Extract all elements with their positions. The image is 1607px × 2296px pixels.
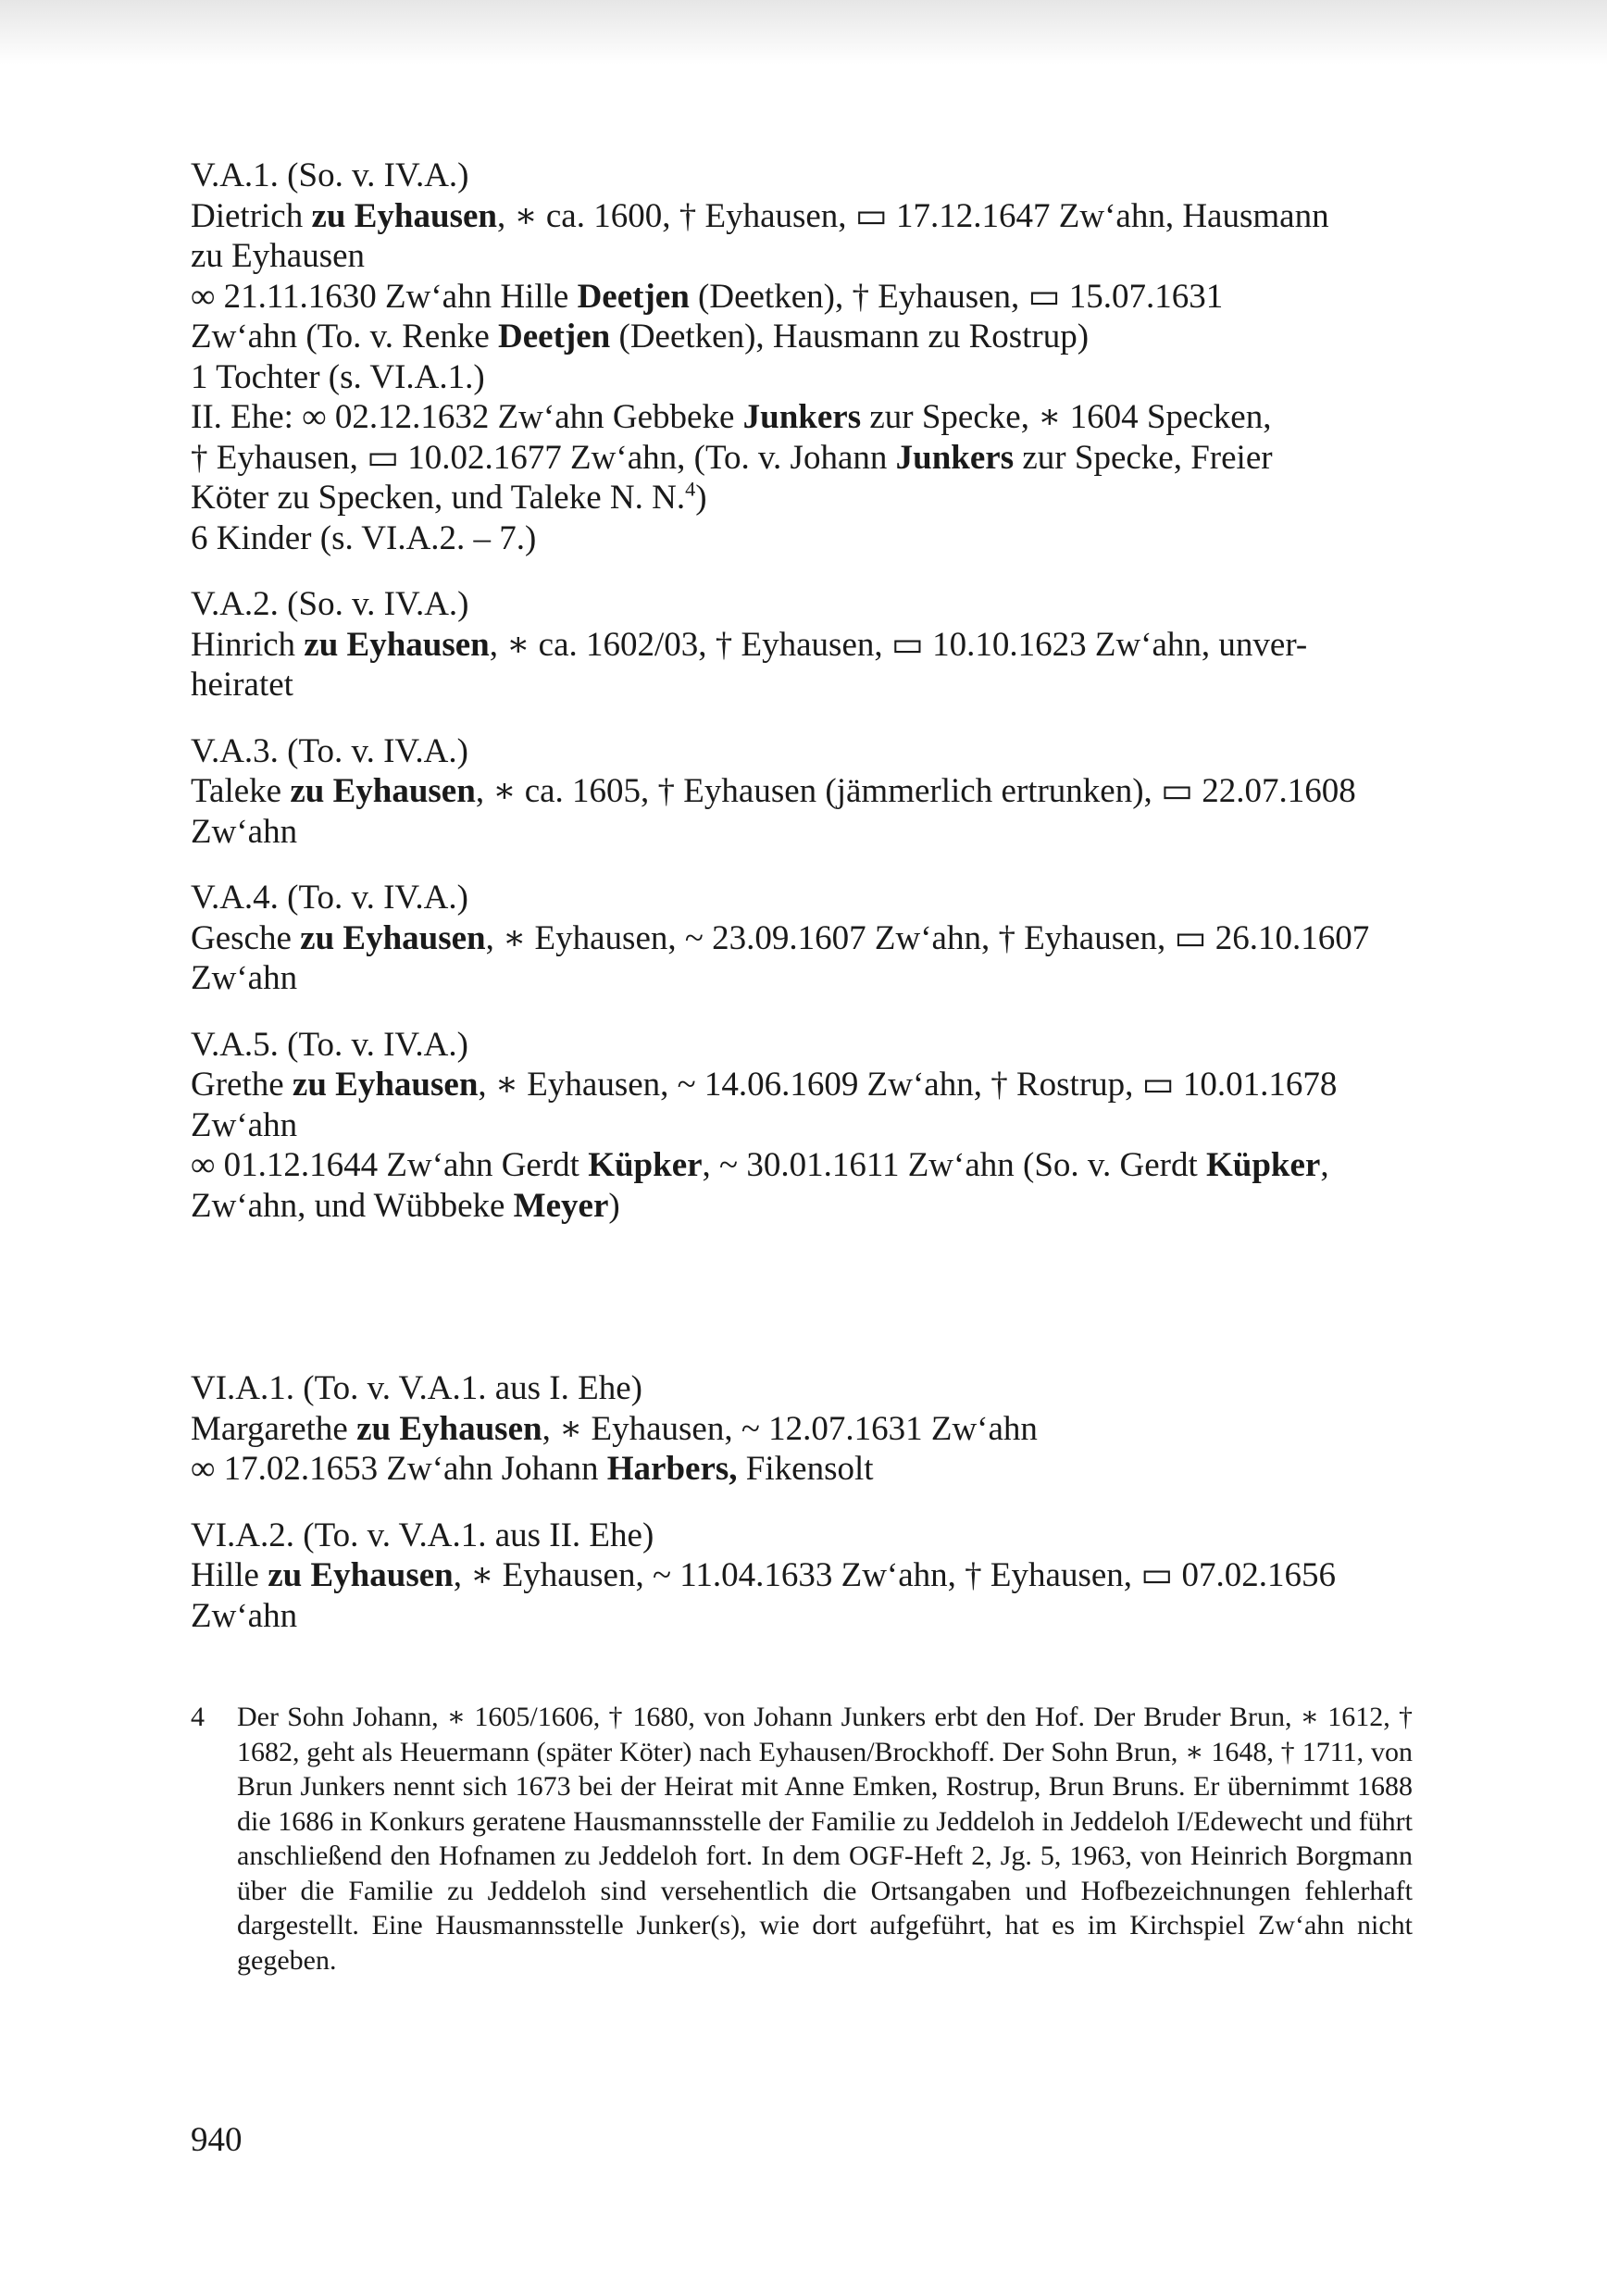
entry-text: , ∗ ca. 1602/03, † Eyhausen, ▭ 10.10.1623 Zw‘ahn, unver-	[489, 625, 1308, 664]
entry-reference: V.A.2. (So. v. IV.A.)	[191, 585, 469, 623]
entry-reference: VI.A.2. (To. v. V.A.1. aus II. Ehe)	[191, 1516, 654, 1554]
family-name: zu Eyhausen	[268, 1556, 454, 1594]
entry-text: , ~ 30.01.1611 Zw‘ahn (So. v. Gerdt	[702, 1146, 1206, 1184]
entry-reference: V.A.3. (To. v. IV.A.)	[191, 731, 468, 770]
entry-text: Zw‘ahn	[191, 1596, 298, 1635]
entry-line	[191, 196, 1413, 237]
family-name: zu Eyhausen	[311, 196, 497, 235]
genealogy-entry	[191, 156, 1413, 558]
entry-line	[191, 438, 1413, 479]
entry-line	[191, 771, 1413, 812]
entry-line	[191, 518, 1413, 559]
entry-reference: V.A.5. (To. v. IV.A.)	[191, 1025, 468, 1064]
entry-line	[191, 397, 1413, 438]
entry-text: ∞ 21.11.1630 Zw‘ahn Hille	[191, 277, 578, 316]
entry-line	[191, 1596, 1413, 1637]
footnote	[191, 1700, 1413, 1978]
entry-text: ∞ 17.02.1653 Zw‘ahn Johann	[191, 1450, 607, 1488]
entry-text: 1 Tochter (s. VI.A.1.)	[191, 357, 485, 396]
entry-text: Fikensolt	[737, 1450, 874, 1488]
family-name: zu Eyhausen	[300, 918, 486, 957]
entry-text: heiratet	[191, 666, 293, 704]
entry-text: Hille	[191, 1556, 268, 1594]
entry-text: zu Eyhausen	[191, 237, 366, 275]
page-number: 940	[191, 2121, 243, 2159]
entry-line	[191, 625, 1413, 666]
family-name: Meyer	[513, 1186, 609, 1225]
entry-line	[191, 277, 1413, 318]
entry-text: zur Specke, Freier	[1014, 438, 1273, 477]
genealogy-entry	[191, 731, 1413, 853]
entry-reference: V.A.4. (To. v. IV.A.)	[191, 879, 468, 917]
entry-line	[191, 1186, 1413, 1227]
footnote-marker: 4	[685, 477, 696, 501]
entry-text: II. Ehe: ∞ 02.12.1632 Zw‘ahn Gebbeke	[191, 398, 743, 436]
entry-line	[191, 357, 1413, 398]
entry-line	[191, 317, 1413, 357]
family-name: Junkers	[742, 398, 862, 436]
entry-text: ∞ 01.12.1644 Zw‘ahn Gerdt	[191, 1146, 589, 1184]
entry-text: , ∗ Eyhausen, ~ 14.06.1609 Zw‘ahn, † Rostrup, ▭ 10.01.1678	[478, 1066, 1338, 1104]
genealogy-entry	[191, 1368, 1413, 1490]
entry-line	[191, 1065, 1413, 1105]
entry-line	[191, 1555, 1413, 1596]
family-name: Küpker	[588, 1146, 703, 1184]
genealogy-entry	[191, 584, 1413, 705]
entry-text: )	[695, 479, 707, 517]
entry-line	[191, 958, 1413, 999]
entry-text: Zw‘ahn (To. v. Renke	[191, 318, 499, 356]
entry-reference: VI.A.1. (To. v. V.A.1. aus I. Ehe)	[191, 1369, 642, 1407]
entry-text: Zw‘ahn, und Wübbeke	[191, 1186, 514, 1225]
family-name: Deetjen	[577, 277, 690, 316]
entry-text: ,	[1320, 1146, 1329, 1184]
entry-text: Margarethe	[191, 1409, 357, 1448]
entry-text: , ∗ ca. 1600, † Eyhausen, ▭ 17.12.1647 Zw‘ahn, Hausmann	[496, 196, 1329, 235]
entry-text: , ∗ Eyhausen, ~ 12.07.1631 Zw‘ahn	[542, 1409, 1038, 1448]
entry-text: Hinrich	[191, 625, 305, 664]
entry-text: Taleke	[191, 772, 291, 810]
entry-line	[191, 1145, 1413, 1186]
entry-line	[191, 1449, 1413, 1490]
entry-text: , ∗ Eyhausen, ~ 23.09.1607 Zw‘ahn, † Eyhausen, ▭ 26.10.1607	[485, 918, 1370, 957]
entry-text: 6 Kinder (s. VI.A.2. – 7.)	[191, 518, 537, 557]
family-name: zu Eyhausen	[290, 772, 476, 810]
entry-text: )	[608, 1186, 620, 1225]
section-gap	[191, 1252, 1413, 1368]
entry-line	[191, 918, 1413, 959]
entry-line	[191, 1409, 1413, 1450]
footnote-number: 4	[191, 1702, 205, 1732]
entry-text: Zw‘ahn	[191, 812, 298, 851]
entry-text: Zw‘ahn	[191, 1105, 298, 1144]
entry-text: † Eyhausen, ▭ 10.02.1677 Zw‘ahn, (To. v. Johann	[191, 438, 896, 477]
entry-text: (Deetken), † Eyhausen, ▭ 15.07.1631	[689, 277, 1224, 316]
entry-text: Gesche	[191, 918, 301, 957]
entry-text: zur Specke, ∗ 1604 Specken,	[861, 398, 1272, 436]
genealogy-entry	[191, 878, 1413, 999]
entry-text: Köter zu Specken, und Taleke N. N.	[191, 479, 686, 517]
entry-text: (Deetken), Hausmann zu Rostrup)	[610, 318, 1090, 356]
genealogy-entry	[191, 1516, 1413, 1637]
entry-reference: V.A.1. (So. v. IV.A.)	[191, 156, 469, 194]
family-name: Junkers	[895, 438, 1015, 477]
entry-line	[191, 1105, 1413, 1146]
entry-text: , ∗ Eyhausen, ~ 11.04.1633 Zw‘ahn, † Eyhausen, ▭ 07.02.1656	[453, 1556, 1336, 1594]
entry-text: , ∗ ca. 1605, † Eyhausen (jämmerlich ertrunken), ▭ 22.07.1608	[475, 772, 1356, 810]
family-name: zu Eyhausen	[292, 1066, 479, 1104]
scan-top-shadow	[0, 0, 1607, 65]
family-name: Harbers,	[606, 1450, 738, 1488]
family-name: zu Eyhausen	[356, 1409, 542, 1448]
entry-line	[191, 812, 1413, 853]
family-name: Küpker	[1206, 1146, 1321, 1184]
footnote-text: Der Sohn Johann, ∗ 1605/1606, † 1680, von Johann Junkers erbt den Hof. Der Bruder Brun, ∗ 1612, † 1682, geht als Heuermann (später Köter) nach Eyhausen/Brockhoff. Der Sohn Brun, ∗ 1648, † 1711, von Brun Junkers nennt sich 1673 bei der Heirat mit Anne Emken, Rostrup, Brun Bruns. Er übernimmt 1688 die 1686 in Konkurs geratene Hausmannsstelle der Familie zu Jeddeloh in Jeddeloh I/Edewecht und führt anschließend den Hofnamen zu Jeddeloh fort. In dem OGF-Heft 2, Jg. 5, 1963, von Heinrich Borgmann über die Familie zu Jeddeloh sind versehentlich die Ortsangaben und Hofbezeichnungen fehlerhaft dargestellt. Eine Hausmannsstelle Junker(s), wie dort aufgeführt, hat es im Kirchspiel Zw‘ahn nicht gegeben.	[237, 1702, 1413, 1976]
family-name: zu Eyhausen	[304, 625, 490, 664]
entry-line	[191, 665, 1413, 705]
genealogy-entry	[191, 1025, 1413, 1227]
entry-line	[191, 236, 1413, 277]
family-name: Deetjen	[498, 318, 611, 356]
entry-line	[191, 478, 1413, 518]
entry-text: Dietrich	[191, 196, 312, 235]
genealogy-entries	[191, 156, 1413, 1662]
entry-text: Zw‘ahn	[191, 959, 298, 997]
entry-text: Grethe	[191, 1066, 293, 1104]
